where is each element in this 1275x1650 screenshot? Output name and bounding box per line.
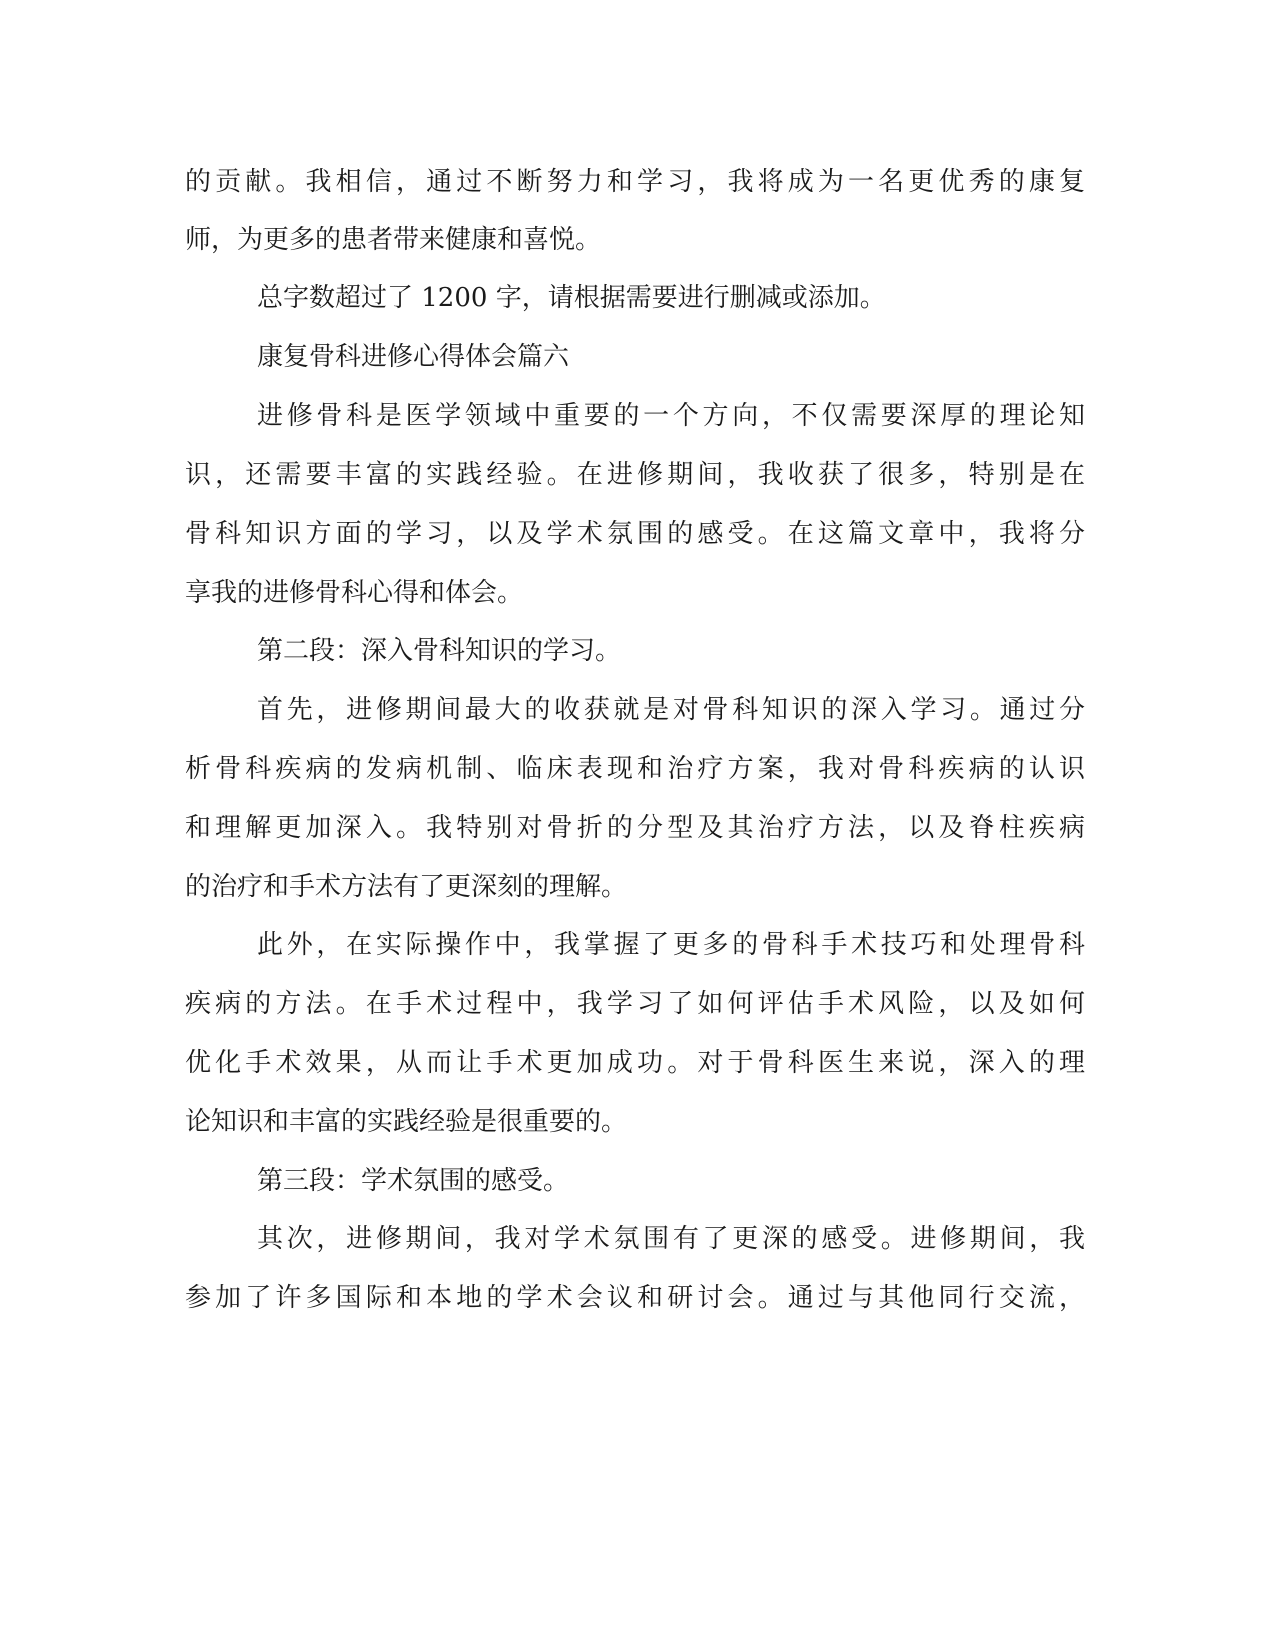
text-line: 师，为更多的患者带来健康和喜悦。 — [185, 225, 602, 255]
text-line: 和理解更加深入。我特别对骨折的分型及其治疗方法，以及脊柱疾病 — [185, 813, 1085, 843]
text-line: 总字数超过了 1200 字，请根据需要进行删减或添加。 — [257, 283, 886, 313]
text-line: 的治疗和手术方法有了更深刻的理解。 — [185, 872, 628, 902]
paragraph-heading: 第三段：学术氛围的感受。 — [257, 1166, 570, 1196]
section-title: 康复骨科进修心得体会篇六 — [257, 342, 570, 372]
text-line: 享我的进修骨科心得和体会。 — [185, 578, 524, 608]
text-line: 识，还需要丰富的实践经验。在进修期间，我收获了很多，特别是在 — [185, 460, 1085, 490]
text-line: 参加了许多国际和本地的学术会议和研讨会。通过与其他同行交流， — [185, 1283, 1085, 1313]
text-line: 此外，在实际操作中，我掌握了更多的骨科手术技巧和处理骨科 — [257, 930, 1085, 960]
text-line: 进修骨科是医学领域中重要的一个方向，不仅需要深厚的理论知 — [257, 401, 1085, 431]
text-line: 析骨科疾病的发病机制、临床表现和治疗方案，我对骨科疾病的认识 — [185, 754, 1085, 784]
text-line: 的贡献。我相信，通过不断努力和学习，我将成为一名更优秀的康复 — [185, 167, 1085, 197]
text-line: 论知识和丰富的实践经验是很重要的。 — [185, 1107, 628, 1137]
paragraph-heading: 第二段：深入骨科知识的学习。 — [257, 636, 622, 666]
text-line: 骨科知识方面的学习，以及学术氛围的感受。在这篇文章中，我将分 — [185, 519, 1085, 549]
text-line: 其次，进修期间，我对学术氛围有了更深的感受。进修期间，我 — [257, 1224, 1085, 1254]
text-line: 优化手术效果，从而让手术更加成功。对于骨科医生来说，深入的理 — [185, 1048, 1085, 1078]
text-line: 首先，进修期间最大的收获就是对骨科知识的深入学习。通过分 — [257, 695, 1085, 725]
text-line: 疾病的方法。在手术过程中，我学习了如何评估手术风险，以及如何 — [185, 989, 1085, 1019]
